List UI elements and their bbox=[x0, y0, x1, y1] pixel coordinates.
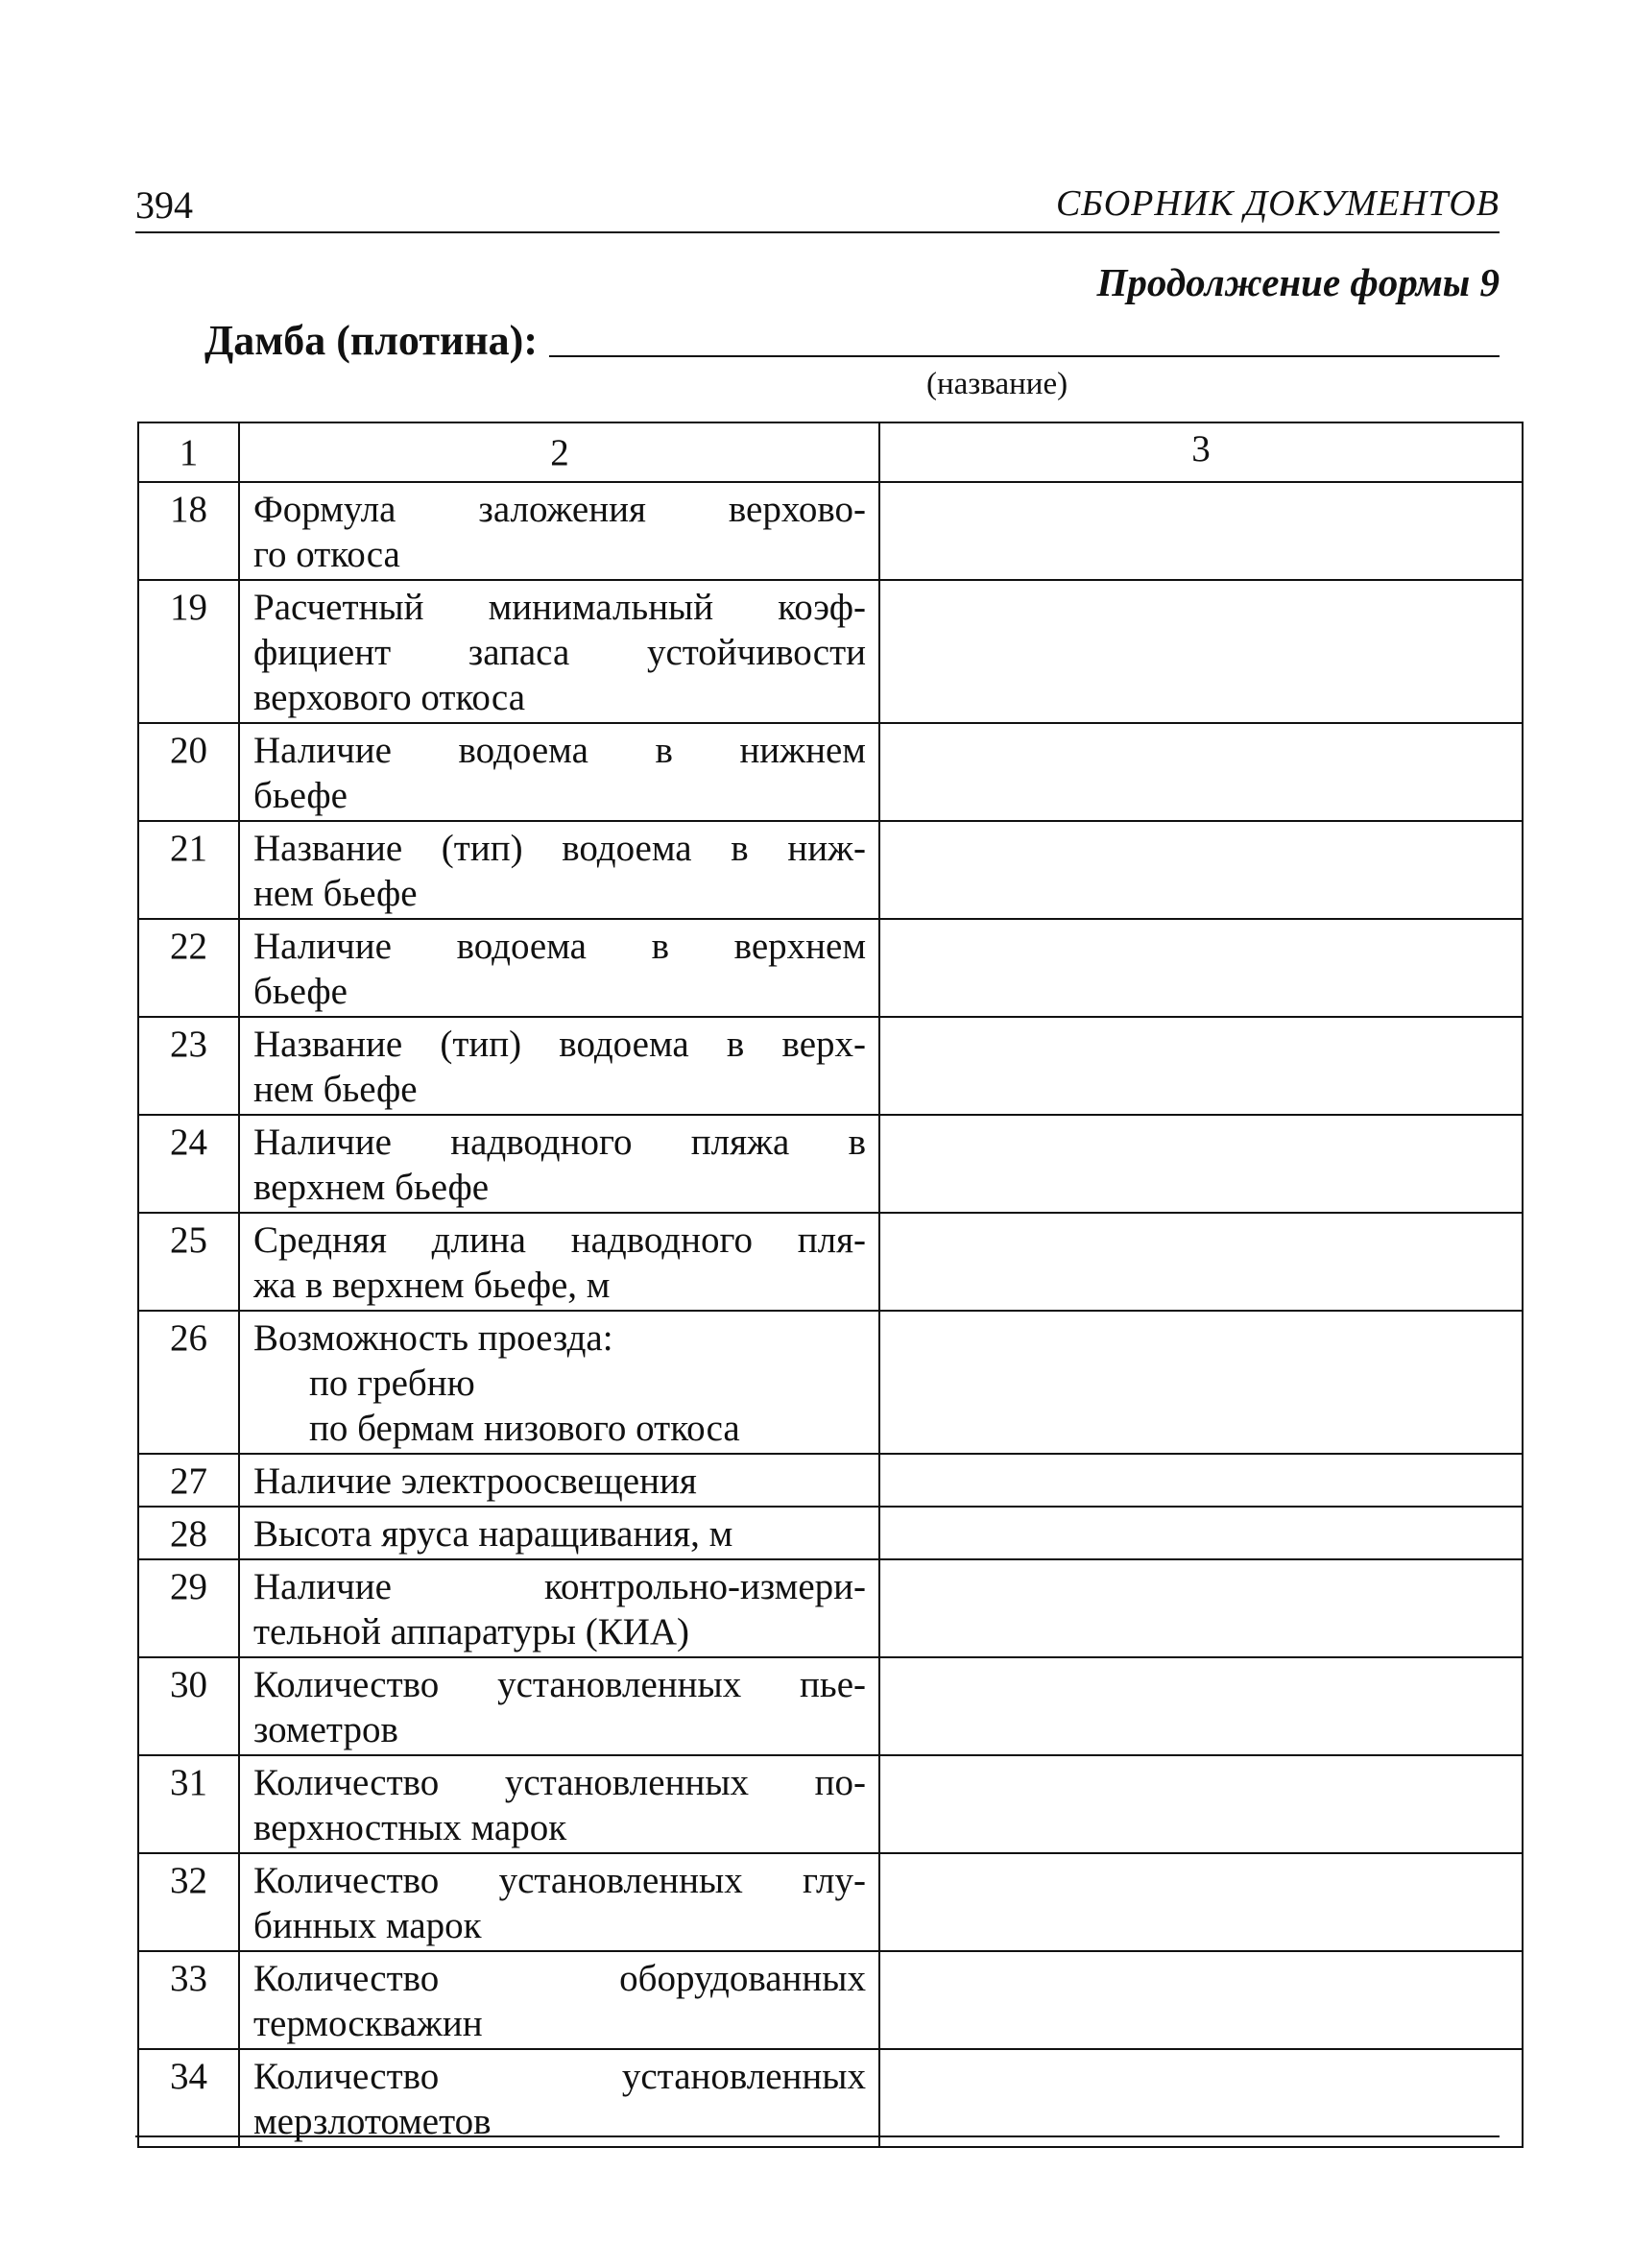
row-description bbox=[239, 1853, 879, 1951]
row-number: 18 bbox=[138, 482, 239, 580]
row-number: 21 bbox=[138, 821, 239, 919]
row-description bbox=[239, 1017, 879, 1115]
description-line: го откоса bbox=[253, 534, 400, 575]
form-continuation-title: Продолжение формы 9 bbox=[1096, 260, 1500, 304]
description-subline: по бермам низового откоса bbox=[309, 1408, 740, 1449]
row-value-cell[interactable] bbox=[879, 1951, 1523, 2049]
row-description bbox=[239, 919, 879, 1017]
row-description bbox=[239, 1559, 879, 1657]
row-value-cell[interactable] bbox=[879, 1507, 1523, 1559]
description-line: зометров bbox=[253, 1709, 398, 1750]
row-description bbox=[239, 1454, 879, 1507]
row-number: 23 bbox=[138, 1017, 239, 1115]
row-description bbox=[239, 1507, 879, 1559]
table-row bbox=[138, 1017, 1523, 1115]
table-row bbox=[138, 1755, 1523, 1853]
description-line: Наличие контрольно-измери- bbox=[253, 1566, 866, 1607]
table-header-row bbox=[138, 422, 1523, 482]
row-value-cell[interactable] bbox=[879, 1311, 1523, 1454]
row-value-cell[interactable] bbox=[879, 821, 1523, 919]
description-line: Количество установленных bbox=[253, 2056, 866, 2097]
header-rule bbox=[135, 231, 1500, 233]
description-line: Наличие водоема в нижнем bbox=[253, 730, 866, 771]
description-line: нем бьефе bbox=[253, 1069, 418, 1110]
description-line: Высота яруса наращивания, м bbox=[253, 1513, 733, 1555]
table-row bbox=[138, 1507, 1523, 1559]
row-number: 33 bbox=[138, 1951, 239, 2049]
row-description bbox=[239, 2049, 879, 2147]
row-number: 29 bbox=[138, 1559, 239, 1657]
page-number: 394 bbox=[135, 183, 193, 227]
description-line: Количество установленных по- bbox=[253, 1762, 866, 1803]
row-value-cell[interactable] bbox=[879, 1454, 1523, 1507]
row-number: 32 bbox=[138, 1853, 239, 1951]
description-line: Название (тип) водоема в верх- bbox=[253, 1024, 866, 1065]
table-row bbox=[138, 580, 1523, 723]
row-number: 25 bbox=[138, 1213, 239, 1311]
description-line: бьефе bbox=[253, 775, 348, 816]
row-value-cell[interactable] bbox=[879, 723, 1523, 821]
description-line: тельной аппаратуры (КИА) bbox=[253, 1611, 690, 1653]
row-number: 27 bbox=[138, 1454, 239, 1507]
description-line: фициент запаса устойчивости bbox=[253, 632, 866, 673]
description-line: верхнем бьефе bbox=[253, 1167, 490, 1208]
row-number: 34 bbox=[138, 2049, 239, 2147]
row-value-cell[interactable] bbox=[879, 1755, 1523, 1853]
dam-name-blank-line[interactable] bbox=[549, 317, 1500, 357]
table-row bbox=[138, 919, 1523, 1017]
row-description bbox=[239, 723, 879, 821]
description-line: Название (тип) водоема в ниж- bbox=[253, 828, 866, 869]
row-number: 30 bbox=[138, 1657, 239, 1755]
description-line: мерзлотометов bbox=[253, 2101, 492, 2142]
row-description bbox=[239, 1311, 879, 1454]
description-line: Наличие водоема в верхнем bbox=[253, 926, 866, 967]
table-row bbox=[138, 1454, 1523, 1507]
row-number: 26 bbox=[138, 1311, 239, 1454]
description-line: жа в верхнем бьефе, м bbox=[253, 1265, 611, 1306]
table-row bbox=[138, 1115, 1523, 1213]
row-value-cell[interactable] bbox=[879, 580, 1523, 723]
running-title: СБОРНИК ДОКУМЕНТОВ bbox=[1055, 183, 1500, 224]
column-header-3: 3 bbox=[879, 422, 1523, 482]
footer-rule bbox=[135, 2135, 1500, 2137]
row-value-cell[interactable] bbox=[879, 1017, 1523, 1115]
dam-name-field bbox=[204, 317, 1500, 365]
row-number: 20 bbox=[138, 723, 239, 821]
description-line: Возможность проезда: bbox=[253, 1317, 613, 1359]
row-description bbox=[239, 821, 879, 919]
table-row bbox=[138, 1213, 1523, 1311]
description-line: бинных марок bbox=[253, 1905, 482, 1946]
row-value-cell[interactable] bbox=[879, 1213, 1523, 1311]
description-subline: по гребню bbox=[309, 1363, 475, 1404]
row-description bbox=[239, 1115, 879, 1213]
row-description bbox=[239, 1755, 879, 1853]
table-row bbox=[138, 1559, 1523, 1657]
row-number: 19 bbox=[138, 580, 239, 723]
row-value-cell[interactable] bbox=[879, 1559, 1523, 1657]
form-table bbox=[137, 422, 1524, 2148]
description-line: Средняя длина надводного пля- bbox=[253, 1219, 866, 1261]
table-row bbox=[138, 1657, 1523, 1755]
description-line: Количество установленных глу- bbox=[253, 1860, 866, 1901]
row-value-cell[interactable] bbox=[879, 919, 1523, 1017]
description-line: Наличие надводного пляжа в bbox=[253, 1122, 866, 1163]
dam-name-caption: (название) bbox=[926, 367, 1068, 401]
table-row bbox=[138, 723, 1523, 821]
row-description bbox=[239, 1657, 879, 1755]
column-header-1: 1 bbox=[138, 422, 239, 482]
table-row bbox=[138, 821, 1523, 919]
row-value-cell[interactable] bbox=[879, 482, 1523, 580]
row-value-cell[interactable] bbox=[879, 2049, 1523, 2147]
table-row bbox=[138, 1311, 1523, 1454]
row-value-cell[interactable] bbox=[879, 1657, 1523, 1755]
description-line: Формула заложения верхово- bbox=[253, 489, 866, 530]
row-number: 31 bbox=[138, 1755, 239, 1853]
column-header-2: 2 bbox=[239, 422, 879, 482]
table-row bbox=[138, 1951, 1523, 2049]
description-line: верхностных марок bbox=[253, 1807, 567, 1848]
row-description bbox=[239, 1213, 879, 1311]
description-line: термоскважин bbox=[253, 2003, 483, 2044]
row-number: 24 bbox=[138, 1115, 239, 1213]
description-line: Наличие электроосвещения bbox=[253, 1460, 697, 1502]
row-value-cell[interactable] bbox=[879, 1115, 1523, 1213]
dam-name-label: Дамба (плотина): bbox=[204, 317, 538, 364]
description-line: Количество установленных пье- bbox=[253, 1664, 866, 1705]
row-description bbox=[239, 1951, 879, 2049]
table-row bbox=[138, 482, 1523, 580]
table-row bbox=[138, 2049, 1523, 2147]
description-line: нем бьефе bbox=[253, 873, 418, 914]
row-number: 28 bbox=[138, 1507, 239, 1559]
row-description bbox=[239, 580, 879, 723]
table-row bbox=[138, 1853, 1523, 1951]
row-value-cell[interactable] bbox=[879, 1853, 1523, 1951]
row-number: 22 bbox=[138, 919, 239, 1017]
row-description bbox=[239, 482, 879, 580]
description-line: верхового откоса bbox=[253, 677, 525, 718]
description-line: Расчетный минимальный коэф- bbox=[253, 587, 866, 628]
description-line: бьефе bbox=[253, 971, 348, 1012]
description-line: Количество оборудованных bbox=[253, 1958, 866, 1999]
